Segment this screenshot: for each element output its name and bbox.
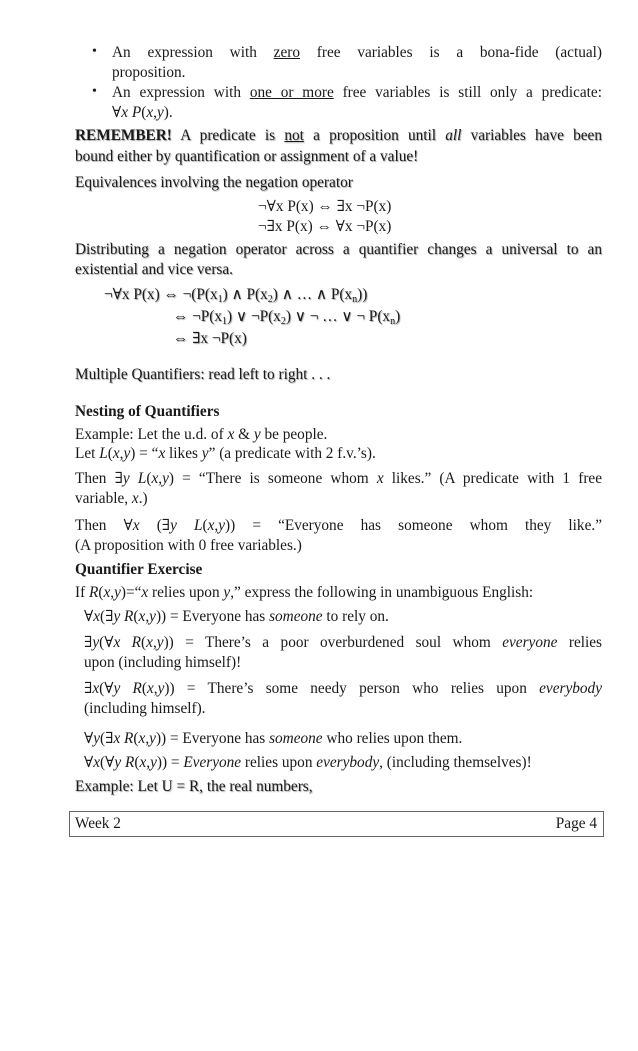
remember-line-1: REMEMBER! A predicate is not a proposition until all variables have been: [75, 127, 602, 144]
example-real-numbers: Example: Let U = R, the real numbers,: [75, 778, 313, 795]
then-2-line-2: (A proposition with 0 free variables.): [75, 537, 302, 554]
nesting-example-line-1: Example: Let the u.d. of x & y be people.: [75, 426, 328, 443]
footer: [69, 811, 604, 837]
footer-week: Week 2: [75, 815, 121, 832]
distribution-step-1: ¬∀x P(x) ⇔ $\neg(P(x_1)$ ∧ $P(x_2)$ ∧ … ∧ $P(x_n)$): [104, 286, 368, 305]
equivalence-1: ¬∀x P(x) ⇔ ∃x ¬P(x): [258, 198, 392, 215]
multiple-quantifiers-line: Multiple Quantifiers: read left to right . . .: [75, 366, 331, 383]
exercise-item-2-line-1: ∃y(∀x R(x,y)) = There’s a poor overburdened soul whom everyone relies: [84, 634, 602, 651]
exercise-heading: Quantifier Exercise: [75, 561, 203, 578]
equivalences-heading: Equivalences involving the negation operator: [75, 174, 353, 191]
nesting-example-line-2: Let L(x,y) = “x likes y” (a predicate with 2 f.v.’s).: [75, 445, 376, 462]
nesting-heading: Nesting of Quantifiers: [75, 403, 220, 420]
exercise-item-3-line-2: (including himself).: [84, 700, 206, 717]
exercise-intro: If R(x,y)=“x relies upon y,” express the following in unambiguous English:: [75, 584, 534, 601]
exercise-item-1: ∀x(∃y R(x,y)) = Everyone has someone to rely on.: [84, 608, 389, 625]
distributing-line-1: Distributing a negation operator across a quantifier changes a universal to an: [75, 241, 602, 258]
bullet-2-line-2: ∀x P(x,y).: [112, 104, 173, 121]
bullet-1-line-1: An expression with zero free variables is a bona-fide (actual): [112, 44, 602, 61]
distribution-step-2: ⇔ $\neg P(x_1)$ ∨ $\neg P(x_2)$ ∨ ¬ … ∨ ¬ $P(x_n)$: [173, 308, 401, 327]
exercise-item-3-line-1: ∃x(∀y R(x,y)) = There’s some needy person who relies upon everybody: [84, 680, 602, 697]
exercise-item-5: ∀x(∀y R(x,y)) = Everyone relies upon everybody, (including themselves)!: [84, 754, 532, 771]
then-1-line-1: Then ∃y L(x,y) = “There is someone whom x likes.” (A predicate with 1 free: [75, 470, 602, 487]
bullet-2-line-1: An expression with one or more free variables is still only a predicate:: [112, 84, 602, 101]
bullet-marker: •: [92, 84, 97, 99]
equivalence-2: ¬∃x P(x) ⇔ ∀x ¬P(x): [258, 218, 392, 235]
bullet-1-line-2: proposition.: [112, 64, 186, 81]
bullet-marker: •: [92, 44, 97, 59]
then-1-line-2: variable, x.): [75, 490, 148, 507]
exercise-item-4: ∀y(∃x R(x,y)) = Everyone has someone who relies upon them.: [84, 730, 463, 747]
then-2-line-1: Then ∀x (∃y L(x,y)) = “Everyone has someone whom they like.”: [75, 517, 602, 534]
distribution-step-3: ⇔ ∃x ¬P(x): [173, 330, 247, 347]
distributing-line-2: existential and vice versa.: [75, 261, 234, 278]
remember-line-2: bound either by quantification or assignment of a value!: [75, 148, 419, 165]
exercise-item-2-line-2: upon (including himself)!: [84, 654, 242, 671]
footer-page-number: Page 4: [555, 815, 597, 832]
